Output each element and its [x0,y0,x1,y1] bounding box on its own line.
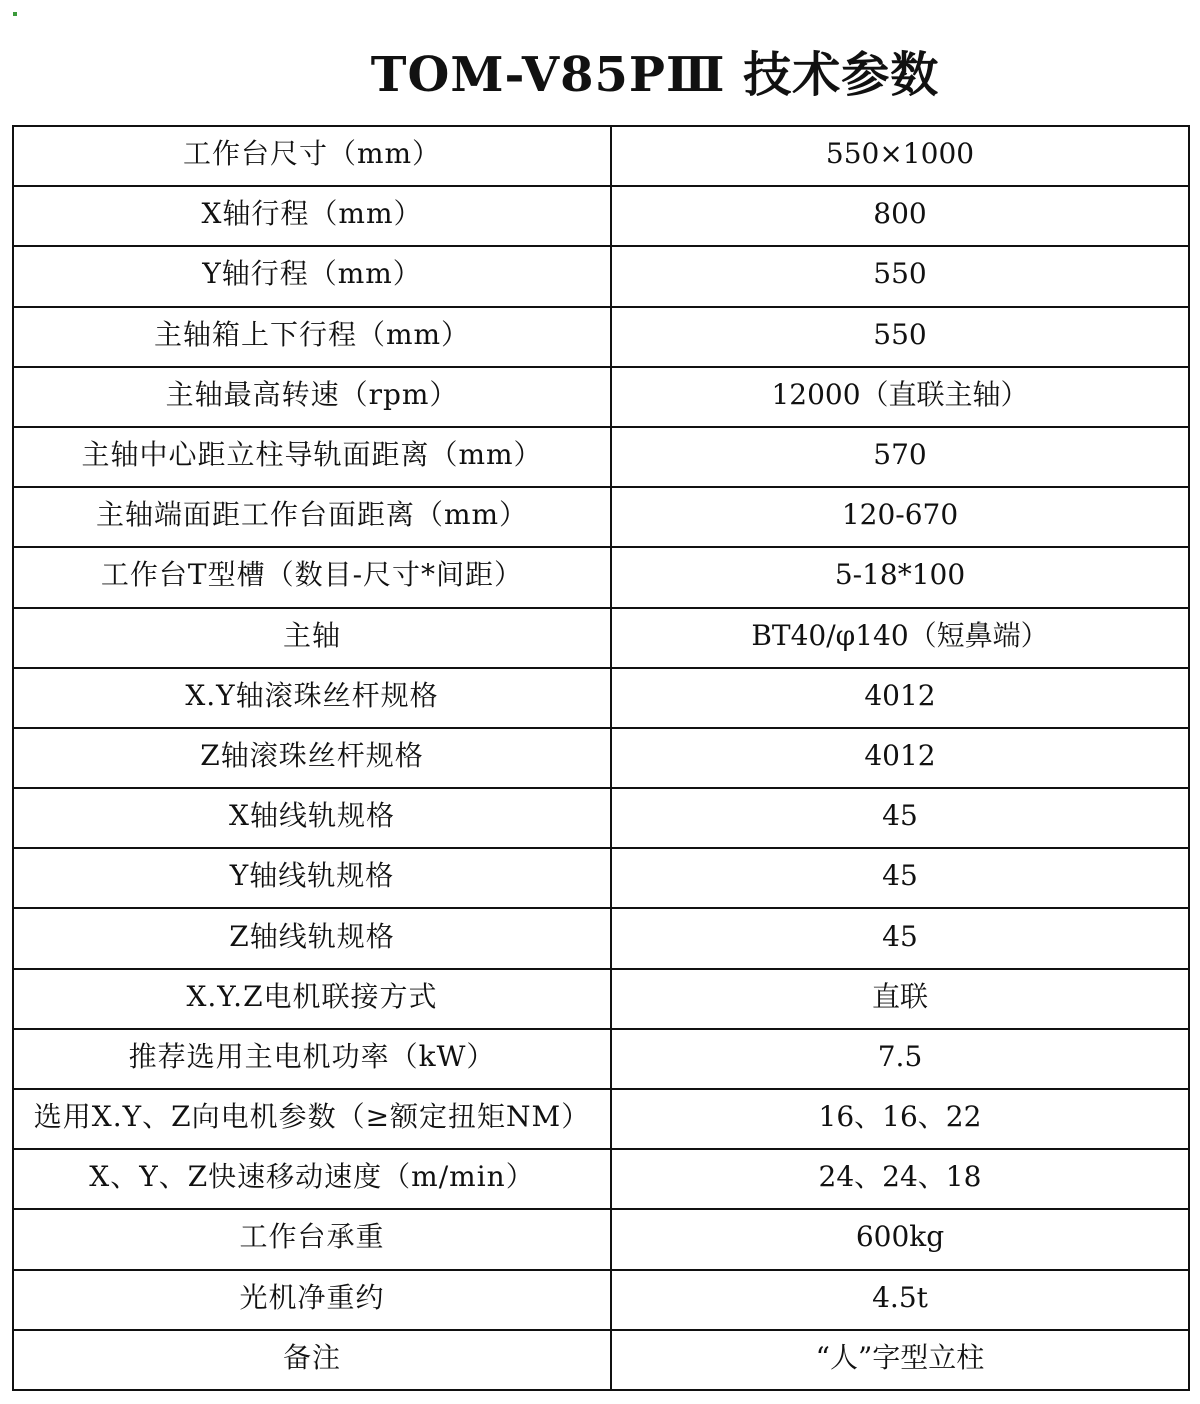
spec-value: 4.5t [611,1270,1189,1330]
spec-value: 550 [611,246,1189,306]
spec-label: Z轴线轨规格 [13,908,611,968]
spec-label: Y轴线轨规格 [13,848,611,908]
spec-label: X.Y.Z电机联接方式 [13,969,611,1029]
spec-label: X.Y轴滚珠丝杆规格 [13,668,611,728]
table-row [13,848,1189,908]
spec-label: X、Y、Z快速移动速度（m/min） [13,1149,611,1209]
spec-label: X轴行程（mm） [13,186,611,246]
spec-value: 4012 [611,668,1189,728]
table-row [13,126,1189,186]
spec-value: 7.5 [611,1029,1189,1089]
table-row [13,728,1189,788]
table-row [13,1209,1189,1269]
spec-value: 550 [611,307,1189,367]
spec-value: 550×1000 [611,126,1189,186]
spec-label: 工作台尺寸（mm） [13,126,611,186]
spec-label: 主轴最高转速（rpm） [13,367,611,427]
spec-label: X轴线轨规格 [13,788,611,848]
page-title: TOM-V85PⅢ 技术参数 [370,47,940,103]
spec-value: 4012 [611,728,1189,788]
spec-value: 45 [611,848,1189,908]
spec-label: 推荐选用主电机功率（kW） [13,1029,611,1089]
spec-label: 光机净重约 [13,1270,611,1330]
spec-label: 主轴端面距工作台面距离（mm） [13,487,611,547]
table-row [13,427,1189,487]
spec-value: 800 [611,186,1189,246]
spec-label: 工作台T型槽（数目-尺寸*间距） [13,547,611,607]
spec-label: 选用X.Y、Z向电机参数（≥额定扭矩NM） [13,1089,611,1149]
table-row [13,1270,1189,1330]
spec-value: BT40/φ140（短鼻端） [611,608,1189,668]
table-row [13,547,1189,607]
spec-label: 主轴箱上下行程（mm） [13,307,611,367]
table-row [13,367,1189,427]
spec-table [12,125,1190,1391]
spec-value: 直联 [611,969,1189,1029]
spec-value: 120-670 [611,487,1189,547]
table-row [13,1089,1189,1149]
table-row [13,1029,1189,1089]
spec-label: Y轴行程（mm） [13,246,611,306]
spec-value: 600kg [611,1209,1189,1269]
table-row [13,246,1189,306]
table-row [13,668,1189,728]
table-row [13,487,1189,547]
table-row [13,969,1189,1029]
spec-value: 16、16、22 [611,1089,1189,1149]
table-row [13,608,1189,668]
table-row [13,788,1189,848]
spec-label: 工作台承重 [13,1209,611,1269]
table-row [13,908,1189,968]
spec-label: 主轴中心距立柱导轨面距离（mm） [13,427,611,487]
spec-table-body [13,126,1189,1390]
spec-value: 45 [611,788,1189,848]
spec-value: 12000（直联主轴） [611,367,1189,427]
table-row [13,307,1189,367]
spec-value: 45 [611,908,1189,968]
spec-value: “人”字型立柱 [611,1330,1189,1390]
table-row [13,186,1189,246]
table-row [13,1330,1189,1390]
spec-value: 570 [611,427,1189,487]
spec-label: 主轴 [13,608,611,668]
table-row [13,1149,1189,1209]
corner-mark [13,12,17,16]
spec-value: 24、24、18 [611,1149,1189,1209]
spec-label: Z轴滚珠丝杆规格 [13,728,611,788]
spec-label: 备注 [13,1330,611,1390]
spec-value: 5-18*100 [611,547,1189,607]
